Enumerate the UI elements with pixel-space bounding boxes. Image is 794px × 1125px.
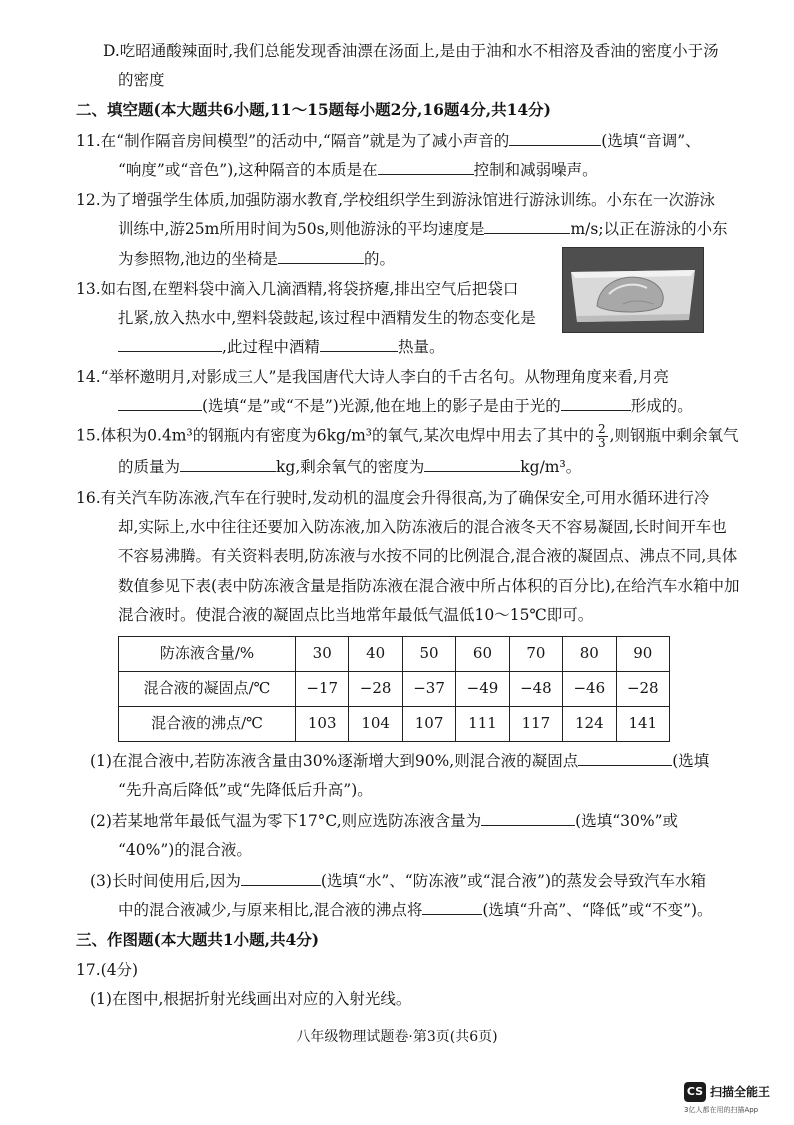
section-2-title: 二、填空题(本大题共6小题,11～15题每小题2分,16题4分,共14分) xyxy=(76,100,551,119)
q16-sub2-line1 xyxy=(90,810,678,832)
q12-line2 xyxy=(118,218,728,240)
q16-sub2-text-1: (2)若某地常年最低气温为零下17°C,则应选防冻液含量为 xyxy=(90,812,482,830)
watermark-tagline: 3亿人都在用的扫描App xyxy=(684,1106,759,1114)
q16-sub2-text-2: (选填“30%”或 xyxy=(575,812,679,830)
table-cell: −48 xyxy=(509,672,562,707)
table-row xyxy=(119,707,670,742)
table-cell: 40 xyxy=(349,637,402,672)
q16-sub1-text-1: (1)在混合液中,若防冻液含量由30%逐渐增大到90%,则混合液的凝固点 xyxy=(90,752,579,770)
table-cell: 107 xyxy=(402,707,455,742)
q17-sub1: (1)在图中,根据折射光线画出对应的入射光线。 xyxy=(90,990,412,1008)
table-row xyxy=(119,637,670,672)
q12-blank-1[interactable] xyxy=(484,219,570,234)
table-cell: 111 xyxy=(456,707,509,742)
table-cell: 124 xyxy=(563,707,616,742)
table-cell: 104 xyxy=(349,707,402,742)
q13-blank-2[interactable] xyxy=(320,337,398,352)
q14-blank-2[interactable] xyxy=(561,396,631,411)
q12-text-2: m/s;以正在游泳的小东 xyxy=(570,220,728,238)
page-footer: 八年级物理试题卷·第3页(共6页) xyxy=(296,1029,498,1045)
q16-line5: 混合液时。使混合液的凝固点比当地常年最低气温低10～15℃即可。 xyxy=(118,606,594,624)
table-cell: −17 xyxy=(296,672,349,707)
q16-sub3-blank-2[interactable] xyxy=(422,900,482,915)
q15-blank-2[interactable] xyxy=(424,457,520,472)
q16-sub1-line1 xyxy=(90,750,709,772)
q16-sub1-line2: “先升高后降低”或“先降低后升高”)。 xyxy=(118,781,373,799)
table-cell: 50 xyxy=(402,637,455,672)
q15-blank-1[interactable] xyxy=(180,457,276,472)
q15-frac-numerator: 2 xyxy=(597,422,606,436)
q11-text-1: 11.在“制作隔音房间模型”的活动中,“隔音”就是为了减小声音的 xyxy=(76,132,510,150)
q11-blank-2[interactable] xyxy=(378,160,474,175)
q16-sub3-line2 xyxy=(118,899,713,921)
q12-blank-2[interactable] xyxy=(278,249,364,264)
q13-line2: 扎紧,放入热水中,塑料袋鼓起,该过程中酒精发生的物态变化是 xyxy=(118,309,536,327)
table-cell: 70 xyxy=(509,637,562,672)
q12-line3 xyxy=(118,248,395,270)
q16-sub2-blank[interactable] xyxy=(481,811,575,826)
table-cell: 90 xyxy=(616,637,669,672)
table-cell: 141 xyxy=(616,707,669,742)
q11-line2 xyxy=(118,159,598,181)
q15-text-2: ,则钢瓶中剩余氧气 xyxy=(609,426,739,445)
q16-line2: 却,实际上,水中往往还要加入防冻液,加入防冻液后的混合液冬天不容易凝固,长时间开车也 xyxy=(118,518,727,536)
q13-blank-1[interactable] xyxy=(118,337,222,352)
q16-sub3-text-2: (选填“水”、“防冻液”或“混合液”)的蒸发会导致汽车水箱 xyxy=(320,872,707,890)
q15-text-1: 15.体积为0.4m³的钢瓶内有密度为6kg/m³的氧气,某次电焊中用去了其中的 xyxy=(76,426,594,445)
table-row xyxy=(119,672,670,707)
q16-line4: 数值参见下表(表中防冻液含量是指防冻液在混合液中所占体积的百分比),在给汽车水箱中加 xyxy=(118,577,740,595)
table-cell: −46 xyxy=(563,672,616,707)
table-cell: −28 xyxy=(349,672,402,707)
table-cell: 80 xyxy=(563,637,616,672)
q11-text-4: 控制和减弱噪声。 xyxy=(473,161,598,179)
camscanner-logo-icon: CS xyxy=(684,1082,706,1102)
q15-text-4: kg,剩余氧气的密度为 xyxy=(276,458,425,476)
q16-sub1-text-2: (选填 xyxy=(672,752,710,770)
q13-line3 xyxy=(118,336,444,358)
q13-text-1: ,此过程中酒精 xyxy=(222,338,320,356)
q16-sub3-blank-1[interactable] xyxy=(241,871,321,886)
q16-sub3-line1 xyxy=(90,870,706,892)
table-cell: −28 xyxy=(616,672,669,707)
q14-blank-1[interactable] xyxy=(118,396,202,411)
q15-fraction xyxy=(596,423,608,450)
q16-sub3-text-3: 中的混合液减少,与原来相比,混合液的沸点将 xyxy=(118,901,423,919)
q16-sub1-blank[interactable] xyxy=(578,751,672,766)
q12-text-1: 训练中,游25m所用时间为50s,则他游泳的平均速度是 xyxy=(118,220,485,238)
q12-line1: 12.为了增强学生体质,加强防溺水教育,学校组织学生到游泳馆进行游泳训练。小东在一次游泳 xyxy=(76,191,716,209)
q11-text-2: (选填“音调”、 xyxy=(601,132,701,150)
watermark-app-name: 扫描全能王 xyxy=(710,1085,771,1099)
table-cell: −37 xyxy=(402,672,455,707)
table-cell: 60 xyxy=(456,637,509,672)
q14-text-1: (选填“是”或“不是”)光源,他在地上的影子是由于光的 xyxy=(202,397,561,415)
option-d-line2: 的密度 xyxy=(118,71,165,89)
q15-text-5: kg/m³。 xyxy=(520,458,582,476)
q15-text-3: 的质量为 xyxy=(118,458,181,476)
q13-line1: 13.如右图,在塑料袋中滴入几滴酒精,将袋挤瘪,排出空气后把袋口 xyxy=(76,280,519,298)
option-d-line1: D.吃昭通酸辣面时,我们总能发现香油漂在汤面上,是由于油和水不相溶及香油的密度小于汤 xyxy=(103,42,719,60)
q13-text-2: 热量。 xyxy=(397,338,445,356)
scanner-watermark xyxy=(682,1080,794,1120)
bag-in-tray-illustration xyxy=(563,248,703,332)
section-3-title: 三、作图题(本大题共1小题,共4分) xyxy=(76,930,320,949)
q16-line3: 不容易沸腾。有关资料表明,防冻液与水按不同的比例混合,混合液的凝固点、沸点不同,具体 xyxy=(118,547,738,565)
q11-line1 xyxy=(76,130,701,152)
q14-line1: 14.“举杯邀明月,对影成三人”是我国唐代大诗人李白的千古名句。从物理角度来看,月亮 xyxy=(76,368,669,386)
table-cell: 103 xyxy=(296,707,349,742)
q16-sub3-text-1: (3)长时间使用后,因为 xyxy=(90,872,241,890)
table-cell: −49 xyxy=(456,672,509,707)
table-row-label: 混合液的沸点/℃ xyxy=(119,707,296,742)
table-row-label: 防冻液含量/% xyxy=(119,637,296,672)
antifreeze-data-table xyxy=(118,636,670,742)
q13-photo-bag-in-tray xyxy=(562,247,704,333)
q14-line2 xyxy=(118,395,693,417)
q12-text-4: 的。 xyxy=(363,250,395,268)
table-row-label: 混合液的凝固点/℃ xyxy=(119,672,296,707)
q15-frac-denominator: 3 xyxy=(597,436,606,451)
table-cell: 117 xyxy=(509,707,562,742)
q12-text-3: 为参照物,池边的坐椅是 xyxy=(118,250,278,268)
q14-text-2: 形成的。 xyxy=(630,397,693,415)
q11-text-3: “响度”或“音色”),这种隔音的本质是在 xyxy=(118,161,378,179)
q16-line1: 16.有关汽车防冻液,汽车在行驶时,发动机的温度会升得很高,为了确保安全,可用水循环进行冷 xyxy=(76,489,710,507)
q15-line1 xyxy=(76,423,739,450)
q15-line2 xyxy=(118,456,581,478)
q16-sub3-text-4: (选填“升高”、“降低”或“不变”)。 xyxy=(482,901,713,919)
table-cell: 30 xyxy=(296,637,349,672)
q11-blank-1[interactable] xyxy=(509,131,601,146)
q17-header: 17.(4分) xyxy=(76,961,139,979)
q16-sub2-line2: “40%”)的混合液。 xyxy=(118,841,252,859)
